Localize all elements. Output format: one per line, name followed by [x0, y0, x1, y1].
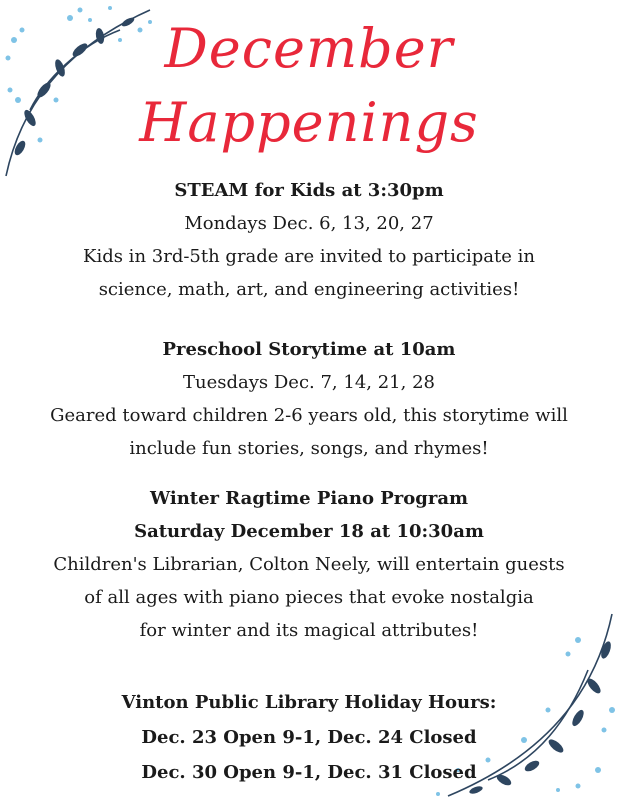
holiday-hours-line-2: Dec. 30 Open 9-1, Dec. 31 Closed	[141, 762, 477, 783]
event-2-description-line-2: include fun stories, songs, and rhymes!	[129, 438, 489, 459]
event-3-schedule: Saturday December 18 at 10:30am	[134, 521, 484, 542]
event-1-heading: STEAM for Kids at 3:30pm	[174, 180, 444, 201]
event-1-description-line-1: Kids in 3rd-5th grade are invited to participate in	[83, 246, 535, 267]
event-1-schedule: Mondays Dec. 6, 13, 20, 27	[184, 213, 434, 234]
event-1-description-line-2: science, math, art, and engineering activities!	[98, 279, 520, 300]
event-2-schedule: Tuesdays Dec. 7, 14, 21, 28	[183, 372, 435, 393]
holiday-hours-heading: Vinton Public Library Holiday Hours:	[121, 692, 497, 713]
holiday-hours-line-1: Dec. 23 Open 9-1, Dec. 24 Closed	[141, 727, 477, 748]
event-2-heading: Preschool Storytime at 10am	[162, 339, 456, 360]
event-3-description-line-2: of all ages with piano pieces that evoke nostalgia	[84, 587, 534, 608]
title-line-2: Happenings	[139, 91, 479, 154]
event-2-description-line-1: Geared toward children 2-6 years old, this storytime will	[50, 405, 568, 426]
event-3-heading: Winter Ragtime Piano Program	[149, 488, 469, 509]
title-line-1: December	[164, 17, 454, 80]
event-3-description-line-3: for winter and its magical attributes!	[139, 620, 479, 641]
event-3-description-line-1: Children's Librarian, Colton Neely, will entertain guests	[53, 554, 565, 575]
